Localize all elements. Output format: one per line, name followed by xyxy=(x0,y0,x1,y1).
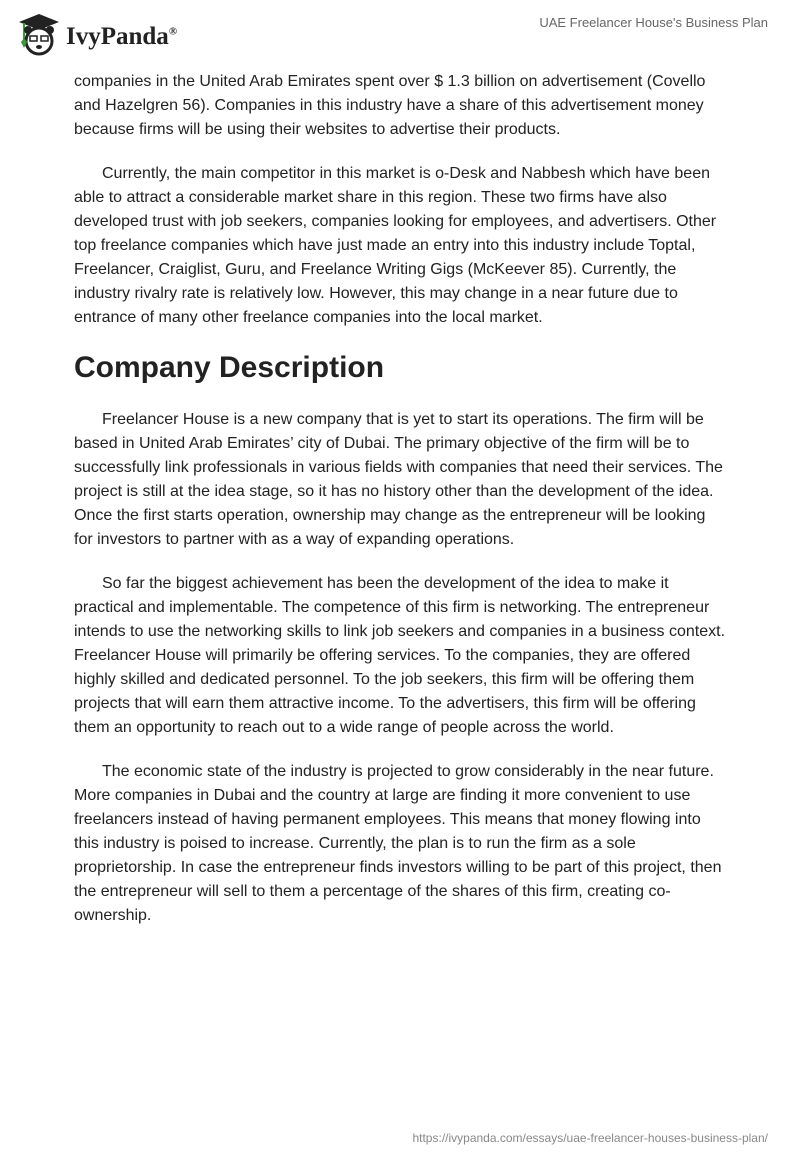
section-heading: Company Description xyxy=(74,351,385,384)
document-title: UAE Freelancer House's Business Plan xyxy=(539,15,768,30)
logo-text: IvyPanda® xyxy=(66,23,178,50)
source-url[interactable]: https://ivypanda.com/essays/uae-freelancer-houses-business-plan/ xyxy=(412,1131,768,1145)
paragraph: So far the biggest achievement has been the development of the idea to make it practical and implementable. The competence of this firm is networking. The entrepreneur intends to use the networking skills to link job seekers and companies in a business context. Freelancer House will primarily be offering services. To the companies, they are offered highly skilled and dedicated personnel. To the job seekers, this firm will be offering them projects that will earn them attractive income. To the advertisers, this firm will be offering them an opportunity to reach out to a wide range of people across the world. xyxy=(74,575,726,736)
paragraph: The economic state of the industry is projected to grow considerably in the near future. More companies in Dubai and the country at large are finding it more convenient to use freelancers instead of having permanent employees. This means that money flowing into this industry is poised to increase. Currently, the plan is to run the firm as a sole proprietorship. In case the entrepreneur finds investors willing to be part of this project, then the entrepreneur will sell to them a percentage of the shares of this firm, creating co-ownership. xyxy=(74,763,722,924)
paragraph: Freelancer House is a new company that is yet to start its operations. The firm will be based in United Arab Emirates’ city of Dubai. The primary objective of the firm will be to successfully link professionals in various fields with companies that need their services. The project is still at the idea stage, so it has no history other than the development of the idea. Once the first starts operation, ownership may change as the entrepreneur will be looking for investors to partner with as a way of expanding operations. xyxy=(74,411,723,548)
panda-graduate-icon xyxy=(18,12,60,56)
ivypanda-logo[interactable] xyxy=(18,12,177,56)
paragraph: companies in the United Arab Emirates spent over $ 1.3 billion on advertisement (Covello and Hazelgren 56). Companies in this industry have a share of this advertisement money because firms will be using their websites to advertise their products. xyxy=(74,73,706,138)
essay-content xyxy=(74,70,728,948)
paragraph: Currently, the main competitor in this market is o-Desk and Nabbesh which have been able to attract a considerable market share in this region. These two firms have also developed trust with job seekers, companies looking for employees, and advertisers. Other top freelance companies which have just made an entry into this industry include Toptal, Freelancer, Craiglist, Guru, and Freelance Writing Gigs (McKeever 85). Currently, the industry rivalry rate is relatively low. However, this may change in a near future due to entrance of many other freelance companies into the local market. xyxy=(74,165,717,326)
